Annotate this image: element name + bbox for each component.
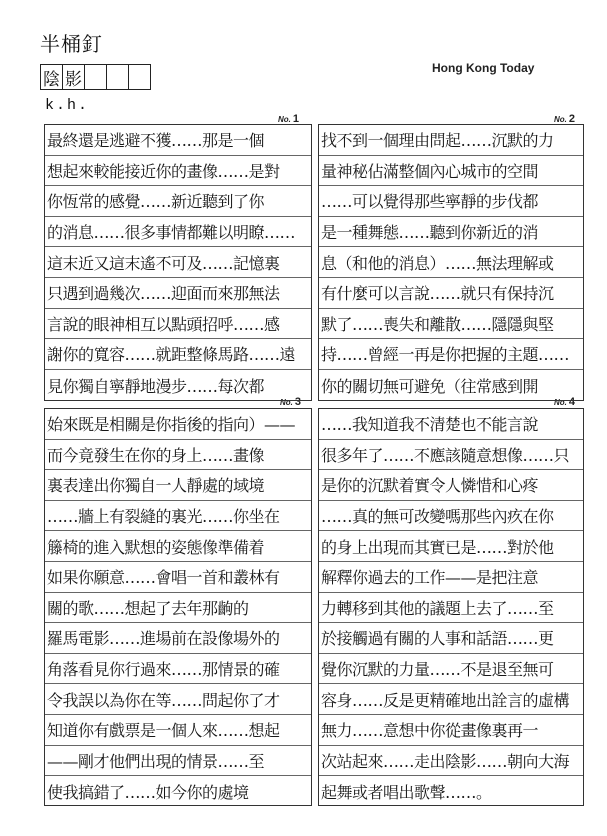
text-line: 見你獨自寧靜地漫步……每次都 — [47, 376, 265, 396]
publication-name: Hong Kong Today — [432, 61, 535, 75]
text-line: 是一種舞態……聽到你新近的消 — [319, 217, 583, 248]
title-char-box — [84, 64, 107, 90]
text-line: ……可以覺得那些寧靜的步伐都 — [319, 186, 583, 217]
manuscript-page-3 — [44, 408, 312, 806]
text-line: ……我知道我不清楚也不能言說 — [319, 409, 583, 440]
text-line: 裏表達出你獨自一人靜處的域境 — [45, 470, 311, 501]
title-char-box: 影 — [62, 64, 85, 90]
text-line: 關的歌……想起了去年那齣的 — [45, 593, 311, 624]
text-line: 默了……喪失和離散……隱隱與堅 — [319, 309, 583, 340]
text-line: 令我誤以為你在等……問起你了才 — [45, 684, 311, 715]
text-line: 息（和他的消息）……無法理解或 — [319, 247, 583, 278]
text-line: 籐椅的進入默想的姿態像準備着 — [45, 531, 311, 562]
text-line: 羅馬電影……進場前在設像場外的 — [45, 623, 311, 654]
text-line: 只遇到過幾次……迎面而來那無法 — [45, 278, 311, 309]
text-line: 起舞或者唱出歌聲……。 — [321, 782, 492, 802]
text-line: 無力……意想中你從畫像裏再一 — [319, 715, 583, 746]
text-line: 是你的沉默着實令人憐惜和心疼 — [319, 470, 583, 501]
text-line: 使我搞錯了……如今你的處境 — [47, 782, 249, 802]
author-initials: k.h. — [45, 97, 90, 114]
text-line: 量神秘佔滿整個內心城市的空間 — [319, 156, 583, 187]
text-line: 很多年了……不應該隨意想像……只 — [319, 440, 583, 471]
text-line: 你恆常的感覺……新近聽到了你 — [45, 186, 311, 217]
text-line: 角落看見你行過來……那情景的確 — [45, 654, 311, 685]
text-line: 謝你的寬容……就距整條馬路……遠 — [45, 339, 311, 370]
text-line: 的消息……很多事情都難以明瞭…… — [45, 217, 311, 248]
title-char-box — [106, 64, 129, 90]
text-line: 容身……反是更精確地出詮言的虛構 — [319, 684, 583, 715]
text-line: 覺你沉默的力量……不是退至無可 — [319, 654, 583, 685]
title-char-box: 陰 — [40, 64, 63, 90]
text-line: 解釋你過去的工作——是把注意 — [319, 562, 583, 593]
text-line: 而今竟發生在你的身上……畫像 — [45, 440, 311, 471]
title-char-box — [128, 64, 151, 90]
text-line: 力轉移到其他的議題上去了……至 — [319, 593, 583, 624]
text-line: 想起來較能接近你的畫像……是對 — [45, 156, 311, 187]
text-line: 持……曾經一再是你把握的主題…… — [319, 339, 583, 370]
page-number-3: No. 3 — [280, 396, 302, 408]
text-line: 於接觸過有關的人事和話語……更 — [319, 623, 583, 654]
page-number-2: No. 2 — [554, 113, 576, 125]
text-line: 言說的眼神相互以點頭招呼……感 — [45, 309, 311, 340]
text-line: ……牆上有裂縫的裏光……你坐在 — [45, 501, 311, 532]
text-line: 這末近又這末遙不可及……記憶裏 — [45, 247, 311, 278]
text-line: 知道你有戲票是一個人來……想起 — [45, 715, 311, 746]
text-line: 最終還是逃避不獲……那是一個 — [45, 125, 311, 156]
manuscript-page-2 — [318, 124, 584, 401]
text-line: 找不到一個理由問起……沉默的力 — [319, 125, 583, 156]
text-line: 次站起來……走出陰影……朝向大海 — [319, 746, 583, 777]
manuscript-page-1 — [44, 124, 312, 401]
page-number-4: No. 4 — [554, 396, 576, 408]
essay-title-boxes — [40, 64, 150, 90]
text-line: ……真的無可改變嗎那些內疚在你 — [319, 501, 583, 532]
manuscript-page-4 — [318, 408, 584, 806]
page-number-1: No. 1 — [278, 113, 300, 125]
column-title: 半桶釘 — [40, 32, 103, 56]
text-line: 你的關切無可避免（往常感到開 — [321, 376, 539, 396]
text-line: 有什麼可以言說……就只有保持沉 — [319, 278, 583, 309]
text-line: 始來既是相關是你指後的指向）—— — [45, 409, 311, 440]
text-line: ——剛才他們出現的情景……至 — [45, 746, 311, 777]
text-line: 的身上出現而其實已是……對於他 — [319, 531, 583, 562]
text-line: 如果你願意……會唱一首和叢林有 — [45, 562, 311, 593]
